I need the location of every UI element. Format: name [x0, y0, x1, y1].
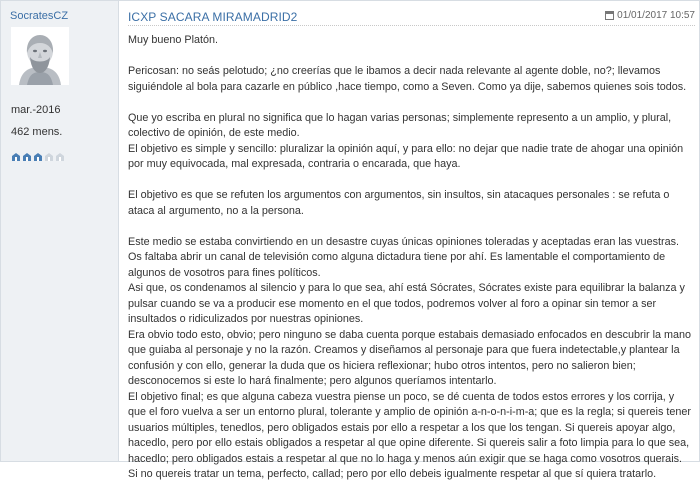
author-sidebar	[1, 1, 119, 461]
rank-filled-icon	[11, 149, 21, 159]
post-content	[119, 1, 699, 480]
rank-empty-icon	[55, 149, 65, 159]
calendar-icon	[605, 11, 614, 20]
author-name-link[interactable]: SocratesCZ	[10, 10, 69, 22]
join-date: mar.-2016	[11, 104, 61, 116]
post-subject-link[interactable]: ICXP SACARA MIRAMADRID2	[128, 10, 298, 24]
user-rank	[11, 149, 65, 159]
rank-filled-icon	[22, 149, 32, 159]
post-paragraph: Pericosan: no seás pelotudo; ¿no creerías que le ibamos a decir nada relevante al agente doble, no?; llevamos siguiéndole al bola para cazarle en público ,hace tiempo, como a Seven. Como ya dije, sabemos quienes sois todos.	[128, 65, 687, 93]
message-count: 462 mens.	[11, 126, 63, 138]
rank-filled-icon	[33, 149, 43, 159]
post-paragraph: Muy bueno Platón.	[128, 34, 219, 46]
post-paragraph: El objetivo es que se refuten los argumentos con argumentos, sin insultos, sin atacaques personales : se refuta o ataca al argumento, no a la persona.	[128, 189, 670, 217]
post-date-text: 01/01/2017 10:57	[617, 10, 695, 21]
post-paragraph: Que yo escriba en plural no significa que lo hagan varias personas; simplemente represento a un amplio, y plural, colectivo de opinión, de este medio. El objetivo es simple y sencillo: pluralizar la opinión aquí, y para ello: no dejar que nadie trate de ahogar una opinión por muy equivocada, mal expresada, contraria o encarada, que haya.	[128, 111, 684, 170]
socrates-bust-avatar-icon[interactable]	[11, 27, 69, 85]
header-divider	[128, 25, 695, 26]
post-paragraph: Este medio se estaba convirtiendo en un desastre cuyas únicas opiniones toleradas y aceptadas eran las vuestras. Os faltaba abrir un canal de televisión como alguna dictadura tiene por ahí. Es lamentable el comportamiento de algunos de vosotros para fines políticos. Asi que, os condenamos al silencio y para lo que sea, ahí está Sócrates, Sócrates existe para equilibrar la balanza y pulsar cuando se va a producir ese momento en el que todos, podremos volver al foro a opinar sin temor a ser insultados o ridiculizados por nuestras opiniones. Era obvio todo esto, obvio; pero ninguno se daba cuenta porque estabais demasiado enfocados en descubrir la mano que guiaba al personaje y no la razón. Creamos y diseñamos al personaje para que fuera indetectable,y plantear la confusión y con ello, generar la duda que os hiciera reflexionar; hubo otros intentos, pero no salieron bien; desconocemos si este lo hará finalmente; pero algunos queríamos intentarlo. El objetivo final; es que alguna cabeza vuestra piense un poco, se dé cuenta de todos estos errores y los corrija, y que el foro vuelva a ser un entorno plural, tolerante y amplio de opinión a-n-o-n-i-m-a; que es la regla; si quereis tener usuarios múltiples, tenedlos, pero obligados estais por ello a respetar a los que los tengan. Si quereis apoyar algo, hacedlo, pero por ello estais obligados a respetar al que opine diferente. Si quereis salir a foto limpia para lo que sea, hacedlo; pero obligados estais a respetar al que no lo haga y menos aún exigir que se haga como vosotros querais. Si no quereis tratar un tema, perfecto, callad; pero por ello debeis igualmente respetar al que sí quiera tratarlo.	[128, 235, 692, 480]
post-body	[128, 33, 693, 498]
post-date	[605, 10, 695, 21]
rank-empty-icon	[44, 149, 54, 159]
